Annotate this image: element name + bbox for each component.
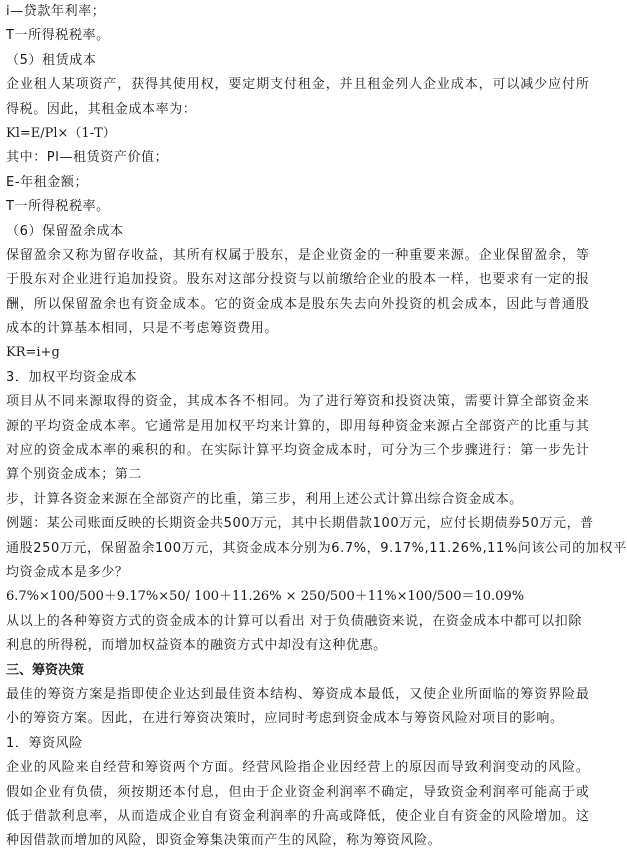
paragraph-line: 企业的风险来自经营和筹资两个方面。经营风险指企业因经营上的原因而导致利润变动的风险。 (6, 760, 590, 776)
paragraph-line: 保留盈余又称为留存收益，其所有权属于股东，是企业资金的一种重要来源。企业保留盈余，等 (6, 247, 590, 263)
paragraph-line: 假如企业有负债，须按期还本付息，但由于企业资金利润率不确定，导致资金利润率可能高于或 (6, 784, 590, 800)
paragraph-line: 得税。因此，其租金成本率为： (6, 101, 197, 117)
paragraph-line: 低于借款利息率，从而造成企业自有资金利润率的升高或降低，使企业自有资金的风险增加。这 (6, 808, 590, 824)
paragraph-line: 源的平均资金成本率。它通常是用加权平均来计算的，即用每种资金来源占全部资产的比重与其 (6, 418, 590, 434)
example-line: 均资金成本是多少？ (6, 564, 129, 580)
formula-line: Kl=E/Pl×（1-T） (6, 125, 116, 141)
paragraph-line: 对应的资金成本率的乘积的和。在实际计算平均资金成本时，可分为三个步骤进行：第一步先计 (6, 443, 590, 459)
document-body (6, 0, 627, 854)
chapter-heading: 三、筹资决策 (6, 662, 85, 678)
paragraph-line: 步，计算各资金来源在全部资产的比重，第三步，利用上述公式计算出综合资金成本。 (6, 491, 523, 507)
section-heading: （5）租赁成本 (6, 52, 97, 68)
paragraph-line: 种因借款而增加的风险，即资金筹集决策而产生的风险，称为筹资风险。 (6, 833, 442, 849)
text-line: 其中：Pl—租赁资产价值； (6, 150, 169, 166)
text-line: E-年租金额； (6, 174, 89, 190)
section-heading: 3．加权平均资金成本 (6, 369, 138, 385)
paragraph-line: 从以上的各种筹资方式的资金成本的计算可以看出 对于负债融资来说，在资金成本中都可以扣除 (6, 613, 582, 629)
formula-line: 6.7%×100/500＋9.17%×50/ 100＋11.26% × 250/500＋11%×100/500＝10.09% (6, 589, 525, 605)
paragraph-line: 项目从不同来源取得的资金，其成本各不相同。为了进行筹资和投资决策，需要计算全部资金来 (6, 394, 590, 410)
text-line: T一所得税税率。 (6, 28, 110, 44)
example-line: 通股250万元，保留盈余100万元，其资金成本分别为6.7%，9.17%,11.26%,11%问该公司的加权平 (6, 540, 627, 556)
paragraph-line: 利息的所得税，而增加权益资本的融资方式中却没有这种优惠。 (6, 638, 387, 654)
paragraph-line: 算个别资金成本；第二 (6, 467, 143, 483)
paragraph-line: 企业租人某项资产，获得其使用权，要定期支付租金，并且租金列人企业成本，可以减少应付所 (6, 77, 590, 93)
section-heading: 1．筹资风险 (6, 735, 83, 751)
formula-line: KR=i+g (6, 345, 60, 361)
text-line: i—贷款年利率； (6, 4, 106, 19)
section-heading: （6）保留盈余成本 (6, 223, 124, 239)
example-line: 例题：某公司账面反映的长期资金共500万元，其中长期借款100万元，应付长期债券50万元，普 (6, 516, 594, 532)
text-line: T一所得税税率。 (6, 199, 110, 215)
paragraph-line: 成本的计算基本相同，只是不考虑筹资费用。 (6, 321, 279, 337)
paragraph-line: 酬，所以保留盈余也有资金成本。它的资金成本是股东失去向外投资的机会成本，因此与普通股 (6, 296, 590, 312)
paragraph-line: 于股东对企业进行追加投资。股东对这部分投资与以前缴给企业的股本一样，也要求有一定的报 (6, 272, 590, 288)
paragraph-line: 最佳的筹资方案是指即使企业达到最佳资本结构、筹资成本最低，又使企业所面临的筹资界险最 (6, 686, 590, 702)
paragraph-line: 小的筹资方案。因此，在进行筹资决策时，应同时考虑到资金成本与筹资风险对项目的影响。 (6, 711, 564, 727)
